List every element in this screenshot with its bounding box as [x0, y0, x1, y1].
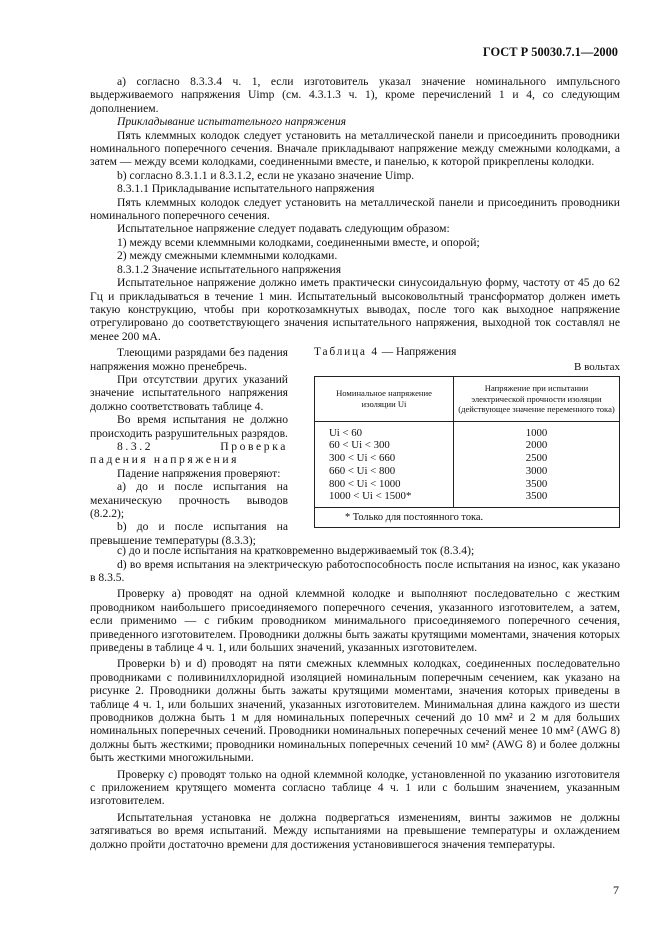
paragraph: Во время испытания не должно происходить разрушительных разрядов.: [90, 413, 288, 440]
table-values-row: [315, 421, 620, 507]
paragraph: 1) между всеми клеммными колодками, соединенными вместе, и опорой;: [117, 235, 480, 249]
page-number: 7: [613, 883, 619, 897]
table-caption: [314, 346, 620, 359]
table-caption-prefix: Таблица 4: [314, 346, 379, 359]
paragraph: Прикладывание испытательного напряжения: [117, 115, 346, 129]
paragraph: Тлеющими разрядами без падения напряжения можно пренебречь.: [90, 346, 288, 373]
rated-voltage-ranges: Ui < 60 60 < Ui < 300 300 < Ui < 660 660 < Ui < 800 800 < Ui < 1000 1000 < Ui < 1500*: [315, 421, 454, 507]
text-table-block: [90, 346, 620, 547]
paragraph: Испытательная установка не должна подвергаться изменениям, винты зажимов не должны затягиваться во время испытаний. Между испытаниями на превышение температуры и охлаждением должно пройти достаточно времени для достижения установившегося значения температуры.: [90, 810, 620, 851]
paragraph: 8.3.1.2 Значение испытательного напряжения: [117, 262, 342, 276]
paragraph: Проверку а) проводят на одной клеммной колодке и выполняют последовательно с жестким проводником наибольшего присоединяемого поперечного сечения, указанного изготовителем, а затем, если применимо — с гибким проводником минимального присоединяемого поперечного сечения, приведенного изготовителем. Проводники должны быть зажаты крутящими моментами, значения которых приведены в таблице 4 ч. 1, или больших значений, указанных изготовителем.: [90, 587, 620, 654]
paragraph: c) до и после испытания на кратковременно выдерживаемый ток (8.3.4);: [117, 544, 475, 558]
table-unit: В вольтах: [574, 360, 620, 373]
paragraph: 2) между смежными клеммными колодками.: [117, 249, 338, 263]
standard-designation: ГОСТ Р 50030.7.1—2000: [482, 45, 618, 59]
paragraph: Падение напряжения проверяют:: [117, 466, 281, 480]
paragraph: Проверки b) и d) проводят на пяти смежных клеммных колодках, соединенных последовательно проводниками с поливинилхлоридной изоляцией номинальным поперечным сечением, как указано на рисунке 2. Проводники должны быть зажаты крутящими моментами, значения которых приведены в таблице 4 ч. 1, или больших значений, указанных изготовителем. Минимальная длина каждого из шести проводников должна быть 1 м для номинальных поперечных сечений до 10 мм² и 2 м для больших номинальных поперечных сечений. Проводники номинальных поперечных сечений менее 10 мм² (AWG 8) должны быть жесткими; проводники номинальных поперечных сечений 10 мм² (AWG 8) и более должны быть жесткими многожильными.: [90, 657, 620, 765]
paragraph: 8.3.1.1 Прикладывание испытательного напряжения: [117, 182, 375, 196]
paragraph: a) согласно 8.3.3.4 ч. 1, если изготовитель указал значение номинального импульсного выдерживаемого напряжения Uimp (см. 4.3.1.3 ч. 1), кроме перечислений 1 и 4, со следующим дополнением.: [90, 75, 620, 115]
paragraph: Пять клеммных колодок следует установить на металлической панели и присоединить проводники номинального поперечного сечения.: [90, 195, 620, 223]
test-voltage-values: 1000 2000 2500 3000 3500 3500: [454, 421, 620, 507]
paragraph: d) во время испытания на электрическую работоспособность после испытания на износ, как указано в 8.3.5.: [90, 557, 620, 584]
top-paragraphs: [90, 75, 620, 343]
paragraph: Испытательное напряжение должно иметь практически синусоидальную форму, частоту от 45 до 62 Гц и прикладываться в течение 1 мин. Испытательный высоковольтный трансформатор должен иметь такую конструкцию, чтобы при короткозамкнутых выводах, после того как выходное напряжение отрегулировано до соответствующего значения испытательного напряжения, выходной ток составлял не менее 200 мА.: [90, 276, 620, 343]
bottom-paragraphs: [90, 544, 620, 851]
table-4: [314, 346, 620, 528]
body-column: [90, 75, 620, 851]
voltage-table: [314, 376, 620, 528]
left-paragraphs: [90, 346, 288, 547]
paragraph: Пять клеммных колодок следует установить на металлической панели и присоединить проводники номинального поперечного сечения. Вначале прикладывают напряжение между смежными колодками, а затем — между всеми колодками, соединенными вместе, и панелью, к которой прикреплены колодки.: [90, 128, 620, 169]
paragraph: Испытательное напряжение следует подавать следующим образом:: [117, 222, 450, 236]
table-caption-title: — Напряжения: [378, 346, 457, 359]
col-header-test-voltage: Напряжение при испытании электрической прочности изоляции (действующее значение переменного тока): [454, 376, 620, 421]
paragraph: b) согласно 8.3.1.1 и 8.3.1.2, если не указано значение Uimp.: [117, 168, 415, 182]
col-header-rated-voltage: Номинальное напряжение изоляции Ui: [315, 376, 454, 421]
paragraph: Проверку c) проводят только на одной клеммной колодке, установленной по указанию изготовителя с приложением крутящего момента согласно таблице 4 ч. 1 или с большим значением, указанным изготовителем.: [90, 767, 620, 808]
paragraph: b) до и после испытания на превышение температуры (8.3.3);: [90, 520, 288, 547]
paragraph: а) до и после испытания на механическую прочность выводов (8.2.2);: [90, 480, 288, 520]
paragraph: При отсутствии других указаний значение испытательного напряжения должно соответствовать таблице 4.: [90, 372, 288, 413]
paragraph: 8.3.2 Проверка падения напряжения: [90, 439, 288, 467]
table-footnote: * Только для постоянного тока.: [315, 507, 620, 527]
